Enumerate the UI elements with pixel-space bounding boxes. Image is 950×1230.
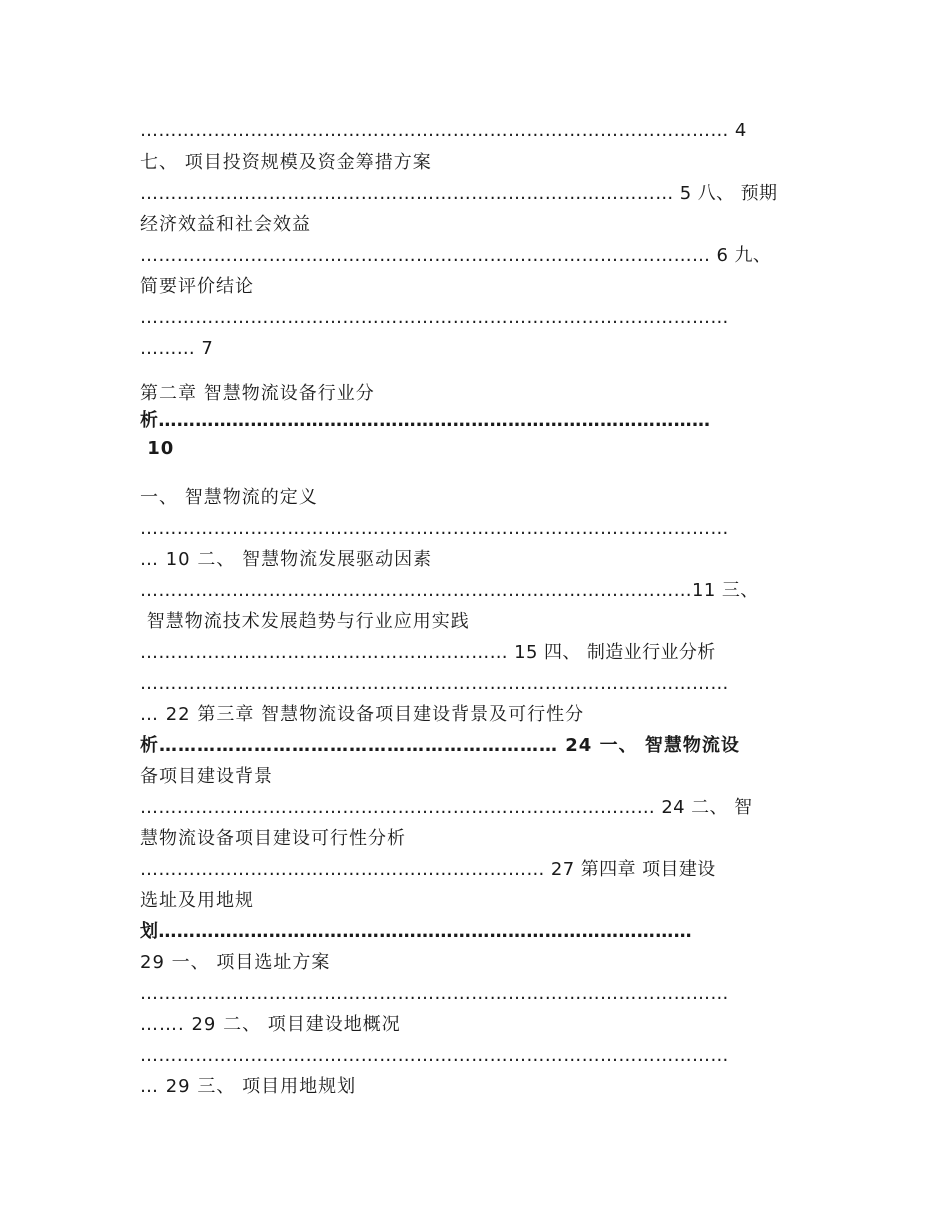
chapter-heading: 析……………………………………………………………………………… — [140, 410, 711, 431]
toc-line: …………………………………………………………………………… 5 八、 预期 — [140, 183, 778, 204]
toc-line: 慧物流设备项目建设可行性分析 — [140, 828, 406, 849]
toc-line: ……. 29 二、 项目建设地概况 — [140, 1014, 401, 1035]
toc-line: ………………………………………………………… 27 第四章 项目建设 — [140, 859, 716, 880]
toc-line: …………………………………………………… 15 四、 制造业行业分析 — [140, 642, 716, 663]
toc-line: ………………………………………………………………………………11 三、 — [140, 580, 759, 601]
toc-line: …………………………………………………………………………………… — [140, 307, 729, 328]
toc-line: …………………………………………………………………………………… — [140, 673, 729, 694]
toc-line: 七、 项目投资规模及资金筹措方案 — [140, 152, 432, 173]
chapter-heading: 析……………………………………………………… 24 一、 智慧物流设 — [140, 735, 740, 756]
toc-line: … 22 第三章 智慧物流设备项目建设背景及可行性分 — [140, 704, 585, 725]
toc-line: 选址及用地规 — [140, 890, 254, 911]
toc-line: ……… 7 — [140, 338, 214, 359]
toc-line: 简要评价结论 — [140, 276, 254, 297]
toc-line: … 10 二、 智慧物流发展驱动因素 — [140, 549, 433, 570]
chapter-page-number: 10 — [140, 438, 175, 459]
toc-line: ………………………………………………………………………… 24 二、 智 — [140, 797, 753, 818]
toc-line: …………………………………………………………………………………… — [140, 518, 729, 539]
toc-line: 备项目建设背景 — [140, 766, 273, 787]
toc-line: 29 一、 项目选址方案 — [140, 952, 331, 973]
toc-line: …………………………………………………………………………………… 4 — [140, 120, 747, 141]
toc-line: …………………………………………………………………………………… — [140, 983, 729, 1004]
toc-line: 智慧物流技术发展趋势与行业应用实践 — [140, 611, 470, 632]
toc-line: 一、 智慧物流的定义 — [140, 487, 318, 508]
chapter-heading: 第二章 智慧物流设备行业分 — [140, 383, 375, 404]
toc-line: 经济效益和社会效益 — [140, 214, 311, 235]
toc-line: …………………………………………………………………………………… — [140, 1045, 729, 1066]
toc-line: … 29 三、 项目用地规划 — [140, 1076, 357, 1097]
toc-line: ………………………………………………………………………………… 6 九、 — [140, 245, 772, 266]
chapter-heading: 划…………………………………………………………………………… — [140, 921, 692, 942]
